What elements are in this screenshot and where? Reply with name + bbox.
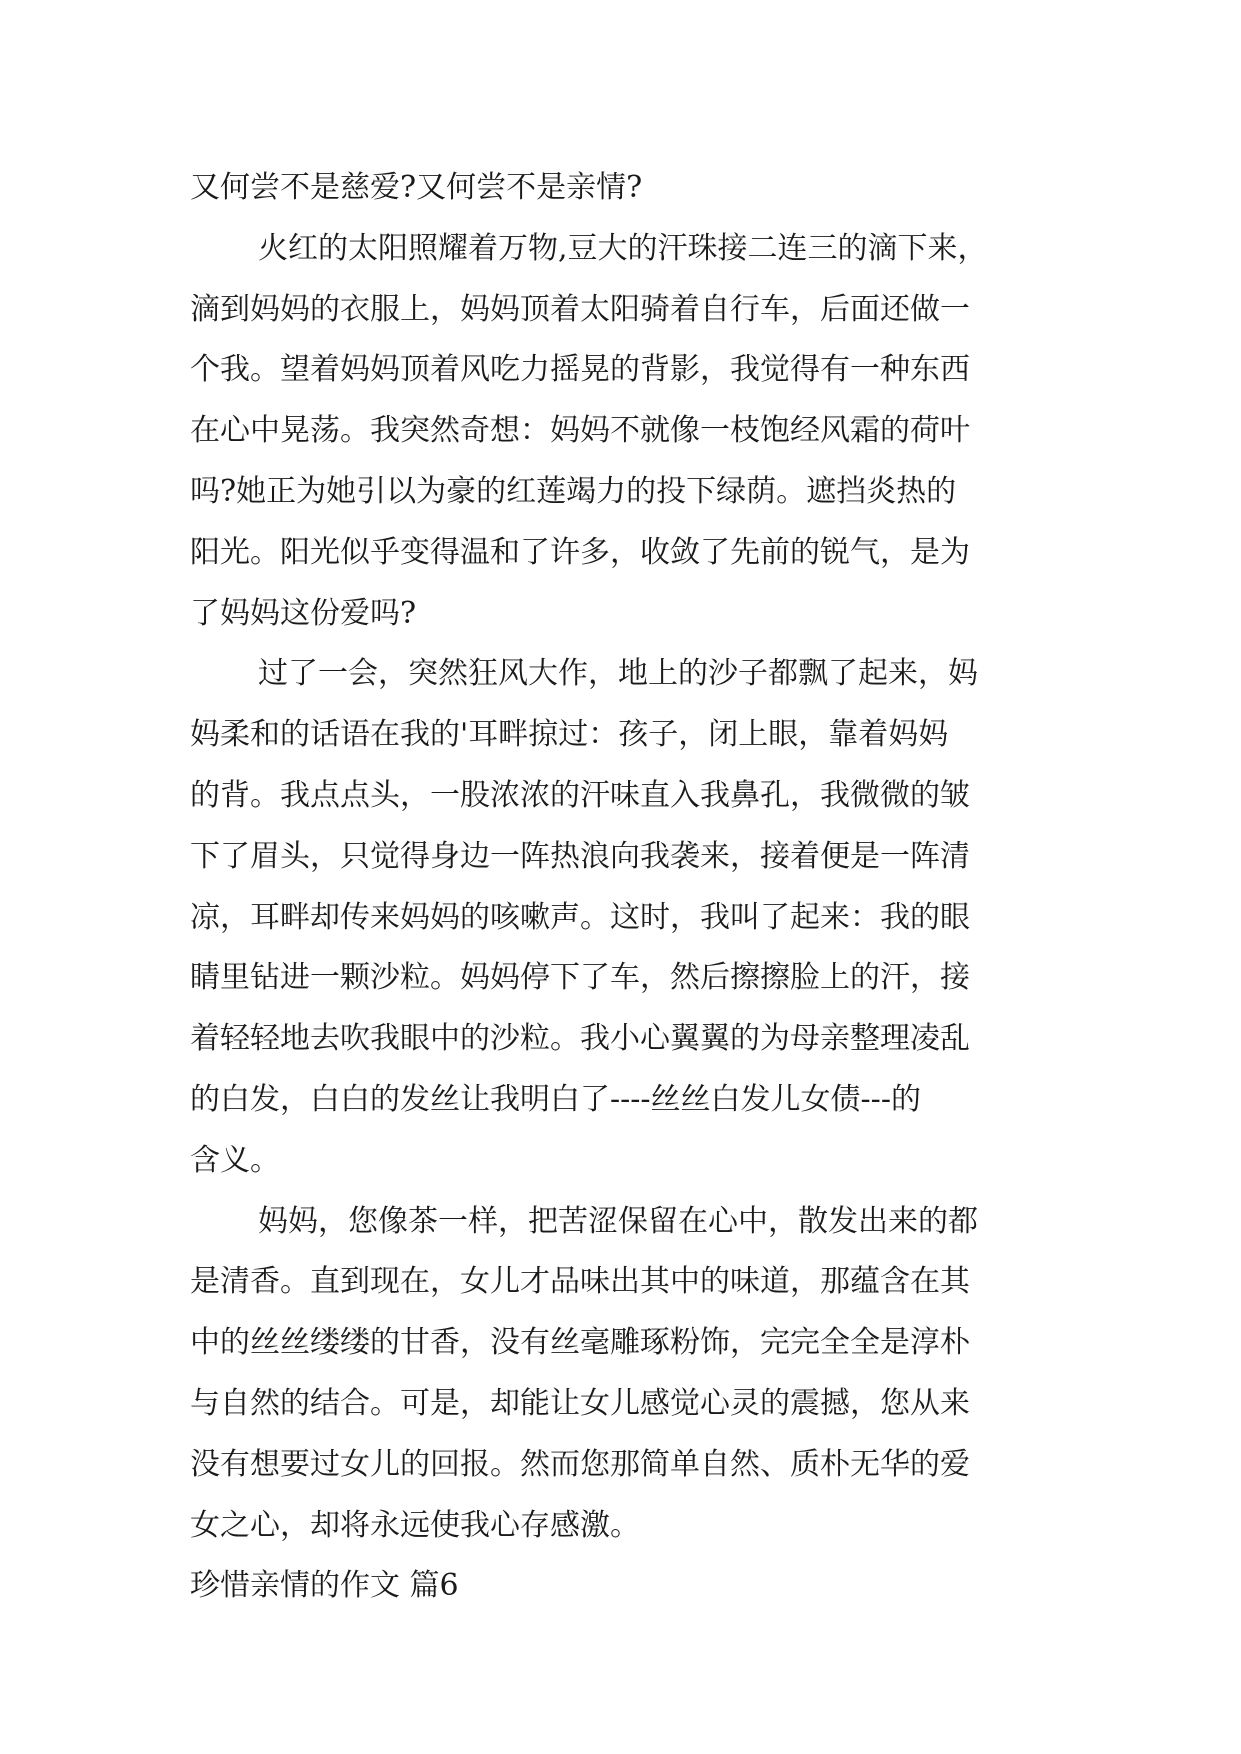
text-line: 是清香。直到现在，女儿才品味出其中的味道，那蕴含在其 (190, 1264, 970, 1300)
paragraph-first-line: 火红的太阳照耀着万物,豆大的汗珠接二连三的滴下来， (258, 230, 988, 266)
text-line: 个我。望着妈妈顶着风吃力摇晃的背影，我觉得有一种东西 (190, 352, 970, 388)
paragraph-first-line: 过了一会，突然狂风大作，地上的沙子都飘了起来，妈 (258, 656, 978, 692)
text-line: 含义。 (190, 1142, 280, 1178)
text-line: 的白发，白白的发丝让我明白了----丝丝白发儿女债---的 (190, 1081, 921, 1117)
text-line: 没有想要过女儿的回报。然而您那简单自然、质朴无华的爱 (190, 1446, 970, 1482)
text-line: 阳光。阳光似乎变得温和了许多，收敛了先前的锐气，是为 (190, 534, 970, 570)
text-line: 睛里钻进一颗沙粒。妈妈停下了车，然后擦擦脸上的汗，接 (190, 960, 970, 996)
text-line: 妈柔和的话语在我的'耳畔掠过：孩子，闭上眼，靠着妈妈 (190, 717, 949, 753)
text-line: 了妈妈这份爱吗? (190, 595, 417, 631)
text-line: 滴到妈妈的衣服上，妈妈顶着太阳骑着自行车，后面还做一 (190, 291, 970, 327)
text-line: 的背。我点点头，一股浓浓的汗味直入我鼻孔，我微微的皱 (190, 777, 970, 813)
text-line: 中的丝丝缕缕的甘香，没有丝毫雕琢粉饰，完完全全是淳朴 (190, 1325, 970, 1361)
text-line: 女之心，却将永远使我心存感激。 (190, 1507, 640, 1543)
text-line: 在心中晃荡。我突然奇想：妈妈不就像一枝饱经风霜的荷叶 (190, 413, 970, 449)
article-body (190, 158, 1090, 1617)
text-line: 与自然的结合。可是，却能让女儿感觉心灵的震撼，您从来 (190, 1385, 970, 1421)
text-line: 着轻轻地去吹我眼中的沙粒。我小心翼翼的为母亲整理凌乱 (190, 1021, 970, 1057)
text-line: 又何尝不是慈爱?又何尝不是亲情? (190, 170, 643, 205)
text-line: 吗?她正为她引以为豪的红莲竭力的投下绿荫。遮挡炎热的 (190, 473, 957, 509)
section-heading: 珍惜亲情的作文 篇6 (190, 1568, 459, 1604)
text-line: 凉，耳畔却传来妈妈的咳嗽声。这时，我叫了起来：我的眼 (190, 899, 970, 935)
paragraph-first-line: 妈妈，您像茶一样，把苦涩保留在心中，散发出来的都 (258, 1203, 978, 1239)
text-line: 下了眉头，只觉得身边一阵热浪向我袭来，接着便是一阵清 (190, 838, 970, 874)
